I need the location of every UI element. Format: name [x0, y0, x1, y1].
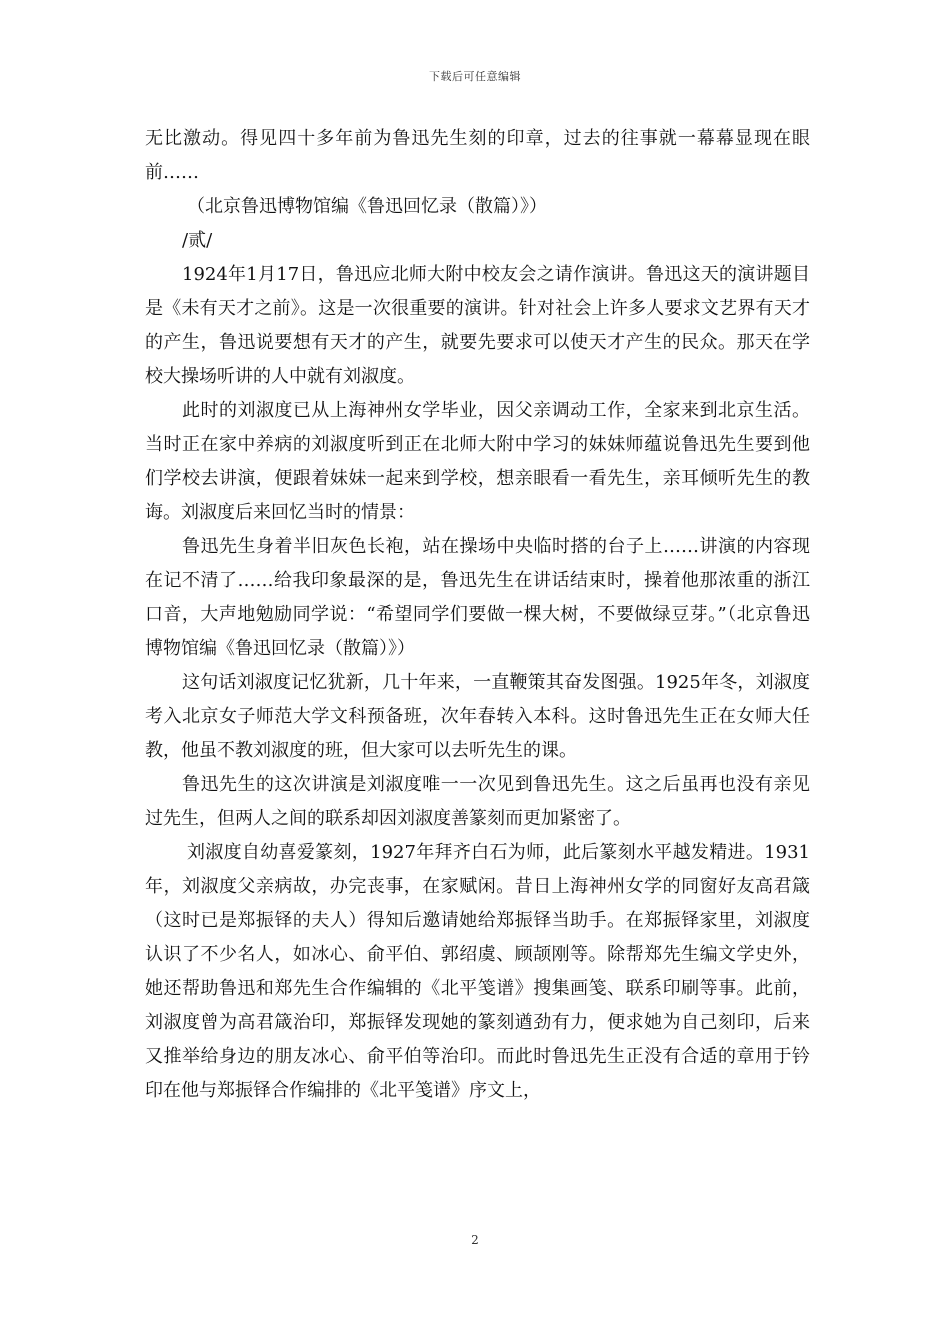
section-marker: /贰/ [182, 230, 213, 251]
paragraph: 这句话刘淑度记忆犹新，几十年来，一直鞭策其奋发图强。1925年冬，刘淑度考入北京女子师范大学文科预备班，次年春转入本科。这时鲁迅先生正在女师大任教，他虽不教刘淑度的班，但大家可以去听先生的课。 [145, 672, 810, 761]
page-number: 2 [471, 1233, 479, 1247]
document-body [145, 122, 810, 1108]
paragraph: 刘淑度自幼喜爱篆刻，1927年拜齐白石为师，此后篆刻水平越发精进。1931年，刘淑度父亲病故，办完丧事，在家赋闲。昔日上海神州女学的同窗好友高君箴（这时已是郑振铎的夫人）得知后邀请她给郑振铎当助手。在郑振铎家里，刘淑度认识了不少名人，如冰心、俞平伯、郭绍虞、顾颉刚等。除帮郑先生编文学史外，她还帮助鲁迅和郑先生合作编辑的《北平笺谱》搜集画笺、联系印刷等事。此前，刘淑度曾为高君箴治印，郑振铎发现她的篆刻遒劲有力，便求她为自己刻印，后来又推举给身边的朋友冰心、俞平伯等治印。而此时鲁迅先生正没有合适的章用于钤印在他与郑振铎合作编排的《北平笺谱》序文上， [145, 842, 810, 1101]
paragraph: 鲁迅先生的这次讲演是刘淑度唯一一次见到鲁迅先生。这之后虽再也没有亲见过先生，但两人之间的联系却因刘淑度善篆刻而更加紧密了。 [145, 774, 810, 829]
citation-line: （北京鲁迅博物馆编《鲁迅回忆录（散篇）》） [187, 196, 547, 217]
paragraph-continuation: 无比激动。得见四十多年前为鲁迅先生刻的印章，过去的往事就一幕幕显现在眼前…… [145, 128, 810, 183]
quoted-recollection: 鲁迅先生身着半旧灰色长袍，站在操场中央临时搭的台子上……讲演的内容现在记不清了……给我印象最深的是，鲁迅先生在讲话结束时，操着他那浓重的浙江口音，大声地勉励同学说：“希望同学们要做一棵大树，不要做绿豆芽。”（北京鲁迅博物馆编《鲁迅回忆录（散篇）》） [145, 536, 810, 659]
paragraph: 此时的刘淑度已从上海神州女学毕业，因父亲调动工作，全家来到北京生活。当时正在家中养病的刘淑度听到正在北师大附中学习的妹妹师蕴说鲁迅先生要到他们学校去讲演，便跟着妹妹一起来到学校，想亲眼看一看先生，亲耳倾听先生的教诲。刘淑度后来回忆当时的情景： [145, 400, 810, 523]
page-header: 下载后可任意编辑 [429, 70, 521, 83]
paragraph: 1924年1月17日，鲁迅应北师大附中校友会之请作演讲。鲁迅这天的演讲题目是《未有天才之前》。这是一次很重要的演讲。针对社会上许多人要求文艺界有天才的产生，鲁迅说要想有天才的产生，就要先要求可以使天才产生的民众。那天在学校大操场听讲的人中就有刘淑度。 [145, 264, 810, 387]
